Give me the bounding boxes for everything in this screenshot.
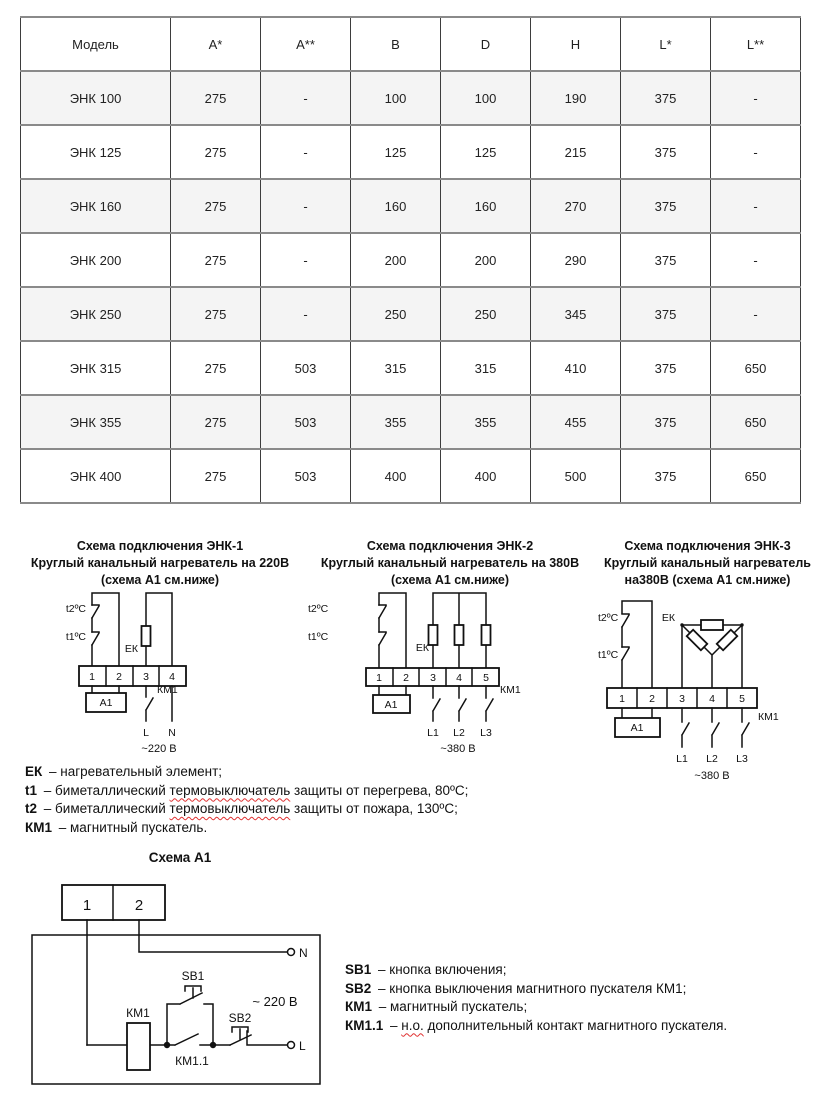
legend-term: t2 bbox=[25, 801, 38, 816]
enk2-title-line1: Схема подключения ЭНК-2 bbox=[366, 539, 534, 553]
sb2-label: SB2 bbox=[228, 1011, 252, 1025]
table-cell: 375 bbox=[621, 341, 711, 395]
a1-label: А1 bbox=[384, 699, 398, 711]
km1-1-label: КМ1.1 bbox=[175, 1054, 209, 1068]
enk3-circuit-diagram-svg bbox=[595, 590, 820, 788]
table-cell: 160 bbox=[351, 179, 441, 233]
enk3-title-line2: Круглый канальный нагреватель bbox=[604, 556, 811, 570]
table-cell: 375 bbox=[621, 125, 711, 179]
table-header-cell: L** bbox=[711, 17, 801, 71]
legend-term: КМ1.1 bbox=[345, 1017, 384, 1033]
a1-schema-svg bbox=[30, 872, 330, 1100]
phase-l1-label: L1 bbox=[676, 753, 688, 765]
enk1-title-line3: (схема А1 см.ниже) bbox=[100, 573, 220, 587]
heater-resistor-left bbox=[687, 630, 708, 651]
table-cell: 215 bbox=[531, 125, 621, 179]
table-cell: - bbox=[711, 233, 801, 287]
table-cell: 250 bbox=[441, 287, 531, 341]
heater-resistor-right bbox=[717, 630, 738, 651]
table-row bbox=[21, 395, 801, 449]
terminal-2: 2 bbox=[403, 672, 409, 684]
phase-l-label: L bbox=[299, 1039, 306, 1053]
t2-label: t2ºС bbox=[598, 612, 619, 624]
table-cell: - bbox=[711, 125, 801, 179]
terminal-2: 2 bbox=[116, 671, 122, 683]
phase-l3-label: L3 bbox=[480, 727, 492, 739]
table-header-cell: A** bbox=[261, 17, 351, 71]
terminal-4: 4 bbox=[456, 672, 462, 684]
table-cell: - bbox=[261, 233, 351, 287]
km1-label: КМ1 bbox=[500, 684, 521, 696]
enk3-title bbox=[595, 538, 820, 589]
table-row bbox=[21, 71, 801, 125]
heater-resistor-2 bbox=[455, 625, 464, 645]
table-cell: 650 bbox=[711, 341, 801, 395]
enk3-title-line1: Схема подключения ЭНК-3 bbox=[624, 539, 791, 553]
enk1-title bbox=[10, 538, 310, 589]
a1-label: А1 bbox=[630, 722, 644, 734]
enk1-title-line1: Схема подключения ЭНК-1 bbox=[76, 539, 244, 553]
voltage-label: ~ 220 В bbox=[252, 994, 298, 1009]
t1-label: t1ºС bbox=[598, 649, 619, 661]
legend-term: КМ1 bbox=[345, 999, 372, 1014]
table-row bbox=[21, 341, 801, 395]
model-cell: ЭНК 400 bbox=[21, 449, 171, 503]
table-cell: 275 bbox=[171, 287, 261, 341]
legend-item-t1: t1 – биметаллический термовыключатель защиты от перегрева, 80ºС; bbox=[25, 782, 469, 798]
table-cell: 275 bbox=[171, 233, 261, 287]
terminal-3: 3 bbox=[430, 672, 436, 684]
delta-node-left bbox=[680, 623, 683, 626]
a1-leads bbox=[622, 708, 652, 718]
voltage-label: ~380 В bbox=[694, 770, 730, 782]
enk2-circuit-diagram-svg bbox=[305, 588, 550, 760]
table-cell: 345 bbox=[531, 287, 621, 341]
table-row bbox=[21, 287, 801, 341]
legend-term: ЕК bbox=[25, 764, 43, 779]
spec-table bbox=[20, 16, 801, 504]
heater-resistor bbox=[142, 626, 151, 646]
t2-label: t2ºС bbox=[308, 603, 329, 615]
km1-label: КМ1 bbox=[758, 711, 779, 723]
table-cell: 275 bbox=[171, 179, 261, 233]
table-header-cell: A* bbox=[171, 17, 261, 71]
neutral-label: N bbox=[299, 946, 308, 960]
legend-item-t2: t2 – биметаллический термовыключатель защиты от пожара, 130ºС; bbox=[25, 801, 458, 816]
table-cell: 200 bbox=[441, 233, 531, 287]
legend-item-sb2: SB2 – кнопка выключения магнитного пускателя КМ1; bbox=[345, 980, 687, 996]
table-cell: 375 bbox=[621, 287, 711, 341]
enk2-title-line3: (схема А1 см.ниже) bbox=[390, 573, 510, 587]
legend-term: t1 bbox=[25, 782, 38, 798]
table-cell: 200 bbox=[351, 233, 441, 287]
terminal-3: 3 bbox=[679, 693, 685, 705]
terminal-1: 1 bbox=[82, 897, 92, 914]
table-cell: 315 bbox=[441, 341, 531, 395]
table-cell: 275 bbox=[171, 71, 261, 125]
table-cell: 375 bbox=[621, 71, 711, 125]
a1-legend bbox=[345, 961, 815, 1035]
table-cell: - bbox=[261, 125, 351, 179]
spec-table-section bbox=[20, 16, 800, 504]
table-cell: 125 bbox=[351, 125, 441, 179]
enk2-title-line2: Круглый канальный нагреватель на 380В bbox=[320, 556, 580, 570]
table-cell: 503 bbox=[261, 395, 351, 449]
voltage-label: ~380 В bbox=[440, 743, 476, 755]
enk2-title bbox=[300, 538, 600, 589]
enk1-title-line2: Круглый канальный нагреватель на 220В bbox=[30, 556, 290, 570]
table-cell: 100 bbox=[441, 71, 531, 125]
km1-contacts bbox=[433, 686, 493, 721]
model-cell: ЭНК 125 bbox=[21, 125, 171, 179]
km1-label: КМ1 bbox=[157, 684, 178, 696]
terminal-3: 3 bbox=[143, 671, 149, 683]
table-header-cell: B bbox=[351, 17, 441, 71]
table-cell: 250 bbox=[351, 287, 441, 341]
neutral-label: N bbox=[168, 727, 176, 739]
ek-label: ЕК bbox=[415, 642, 429, 654]
table-cell: 315 bbox=[351, 341, 441, 395]
model-cell: ЭНК 160 bbox=[21, 179, 171, 233]
phase-l2-label: L2 bbox=[453, 727, 465, 739]
table-cell: 503 bbox=[261, 449, 351, 503]
table-cell: - bbox=[261, 287, 351, 341]
heater-resistor-1 bbox=[429, 625, 438, 645]
terminal-2: 2 bbox=[134, 897, 144, 914]
voltage-label: ~220 В bbox=[141, 743, 177, 755]
table-cell: 650 bbox=[711, 449, 801, 503]
table-cell: 503 bbox=[261, 341, 351, 395]
ek-label: ЕК bbox=[124, 643, 138, 655]
km1-label: КМ1 bbox=[126, 1006, 150, 1020]
table-cell: - bbox=[711, 287, 801, 341]
legend-term: SB2 bbox=[345, 980, 372, 996]
model-cell: ЭНК 315 bbox=[21, 341, 171, 395]
thermal-switch-blades bbox=[379, 605, 386, 645]
model-cell: ЭНК 100 bbox=[21, 71, 171, 125]
table-cell: 100 bbox=[351, 71, 441, 125]
heater-resistor-top bbox=[701, 620, 723, 630]
legend-term: КМ1 bbox=[25, 819, 52, 835]
heater-resistor-3 bbox=[482, 625, 491, 645]
table-cell: 275 bbox=[171, 125, 261, 179]
table-cell: 275 bbox=[171, 449, 261, 503]
sb1-label: SB1 bbox=[181, 969, 205, 983]
terminal-5: 5 bbox=[739, 693, 745, 705]
line-terminal-circle bbox=[288, 1042, 295, 1049]
table-header-cell: L* bbox=[621, 17, 711, 71]
table-cell: 410 bbox=[531, 341, 621, 395]
table-cell: 275 bbox=[171, 395, 261, 449]
table-cell: 355 bbox=[441, 395, 531, 449]
enk1-circuit-diagram-svg bbox=[40, 588, 265, 760]
table-row bbox=[21, 179, 801, 233]
table-header-cell: H bbox=[531, 17, 621, 71]
table-cell: 290 bbox=[531, 233, 621, 287]
table-cell: 160 bbox=[441, 179, 531, 233]
a1-leads bbox=[379, 686, 406, 695]
phase-l-label: L bbox=[143, 727, 149, 739]
phase-l2-label: L2 bbox=[706, 753, 718, 765]
legend-item-km1-1: КМ1.1 – н.о. дополнительный контакт магнитного пускателя. bbox=[345, 1017, 728, 1033]
a1-leads bbox=[92, 686, 119, 693]
table-cell: 375 bbox=[621, 395, 711, 449]
wiring-legend bbox=[25, 763, 545, 837]
table-cell: - bbox=[711, 179, 801, 233]
thermal-switch-blades bbox=[622, 614, 629, 660]
thermal-switch-blades bbox=[92, 605, 99, 645]
km1-coil bbox=[127, 1023, 150, 1070]
table-cell: - bbox=[261, 71, 351, 125]
table-cell: 275 bbox=[171, 341, 261, 395]
enk3-title-line3: на380В (схема А1 см.ниже) bbox=[624, 573, 791, 587]
km1-contacts bbox=[682, 708, 749, 747]
phase-l3-label: L3 bbox=[736, 753, 748, 765]
ek-label: ЕК bbox=[661, 612, 675, 624]
terminal-5: 5 bbox=[483, 672, 489, 684]
legend-item-ek: ЕК – нагревательный элемент; bbox=[25, 764, 223, 779]
terminal-2: 2 bbox=[649, 693, 655, 705]
table-row bbox=[21, 233, 801, 287]
legend-item-km1: КМ1 – магнитный пускатель; bbox=[345, 999, 528, 1014]
enk1-wiring-lines bbox=[92, 593, 172, 666]
table-cell: 190 bbox=[531, 71, 621, 125]
table-cell: 500 bbox=[531, 449, 621, 503]
terminal-1: 1 bbox=[89, 671, 95, 683]
table-cell: 455 bbox=[531, 395, 621, 449]
table-cell: 355 bbox=[351, 395, 441, 449]
legend-item-km1: КМ1 – магнитный пускатель. bbox=[25, 819, 208, 835]
table-cell: 400 bbox=[441, 449, 531, 503]
table-row bbox=[21, 449, 801, 503]
sb1-button-actuator bbox=[185, 986, 201, 998]
model-cell: ЭНК 250 bbox=[21, 287, 171, 341]
terminal-4: 4 bbox=[169, 671, 175, 683]
legend-term: SB1 bbox=[345, 962, 372, 977]
table-cell: 125 bbox=[441, 125, 531, 179]
table-cell: 400 bbox=[351, 449, 441, 503]
phase-l1-label: L1 bbox=[427, 727, 439, 739]
a1-schema-title: Схема А1 bbox=[148, 850, 212, 865]
terminal-4: 4 bbox=[709, 693, 715, 705]
table-cell: 375 bbox=[621, 233, 711, 287]
table-cell: - bbox=[711, 71, 801, 125]
table-cell: 375 bbox=[621, 179, 711, 233]
t1-label: t1ºС bbox=[308, 631, 329, 643]
table-header-cell: D bbox=[441, 17, 531, 71]
table-cell: 650 bbox=[711, 395, 801, 449]
table-cell: 375 bbox=[621, 449, 711, 503]
legend-item-sb1: SB1 – кнопка включения; bbox=[345, 962, 507, 977]
table-cell: 270 bbox=[531, 179, 621, 233]
model-cell: ЭНК 200 bbox=[21, 233, 171, 287]
terminal-1: 1 bbox=[376, 672, 382, 684]
a1-label: А1 bbox=[99, 697, 113, 709]
delta-node-right bbox=[740, 623, 743, 626]
table-header-cell: Модель bbox=[21, 17, 171, 71]
neutral-terminal-circle bbox=[288, 949, 295, 956]
t2-label: t2ºС bbox=[65, 603, 86, 615]
t1-label: t1ºС bbox=[65, 631, 86, 643]
junction-dot-left bbox=[164, 1042, 170, 1048]
model-cell: ЭНК 355 bbox=[21, 395, 171, 449]
table-header-row bbox=[21, 17, 801, 71]
table-cell: - bbox=[261, 179, 351, 233]
terminal-1: 1 bbox=[619, 693, 625, 705]
junction-dot-right bbox=[210, 1042, 216, 1048]
table-row bbox=[21, 125, 801, 179]
